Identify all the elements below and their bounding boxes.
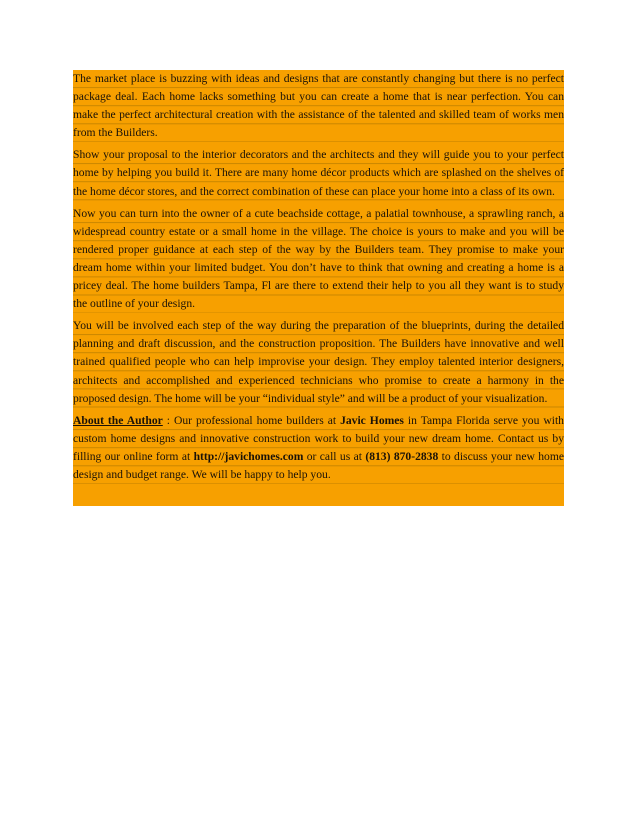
phone-number: (813) 870-2838 — [365, 449, 439, 463]
paragraph-proposal: Show your proposal to the interior decorators and the architects and they will guide you to your perfect home by helping you build it. There are many home décor products which are splashed on the shelves of the home décor stores, and the correct combination of these can place your home into a class of its own. — [73, 146, 564, 200]
paragraph-involvement: You will be involved each step of the way during the preparation of the blueprints, during the detailed planning and draft discussion, and the construction proposition. The Builders have innovative and well trained qualified people who can help improvise your design. They employ talented interior designers, architects and accomplished and experienced technicians who promise to create a harmony in the proposed design. The home will be your “individual style” and will be a product of your visualization. — [73, 317, 564, 407]
author-text-3: or call us at — [303, 449, 366, 463]
website-link[interactable]: http://javichomes.com — [193, 449, 304, 463]
highlighted-text-block — [73, 70, 564, 506]
paragraph-owner: Now you can turn into the owner of a cute beachside cottage, a palatial townhouse, a sprawling ranch, a widespread country estate or a small home in the village. The choice is yours to make and you will be rendered proper guidance at each step of the way by the Builders team. They promise to make your dream home within your limited budget. You don’t have to think that owning and creating a home is a pricey deal. The home builders Tampa, Fl are there to extend their help to you all they want is to study the outline of your design. — [73, 205, 564, 314]
author-text-1: : Our professional home builders at — [162, 413, 341, 427]
author-text-2: in Tampa Florida serve you with custom home designs and innovative construction work to build your new dream home. Contact us by filling our online form at — [73, 413, 564, 463]
paragraph-market-place: The market place is buzzing with ideas and designs that are constantly changing but there is no perfect package deal. Each home lacks something but you can create a home that is near perfection. You can make the perfect architectural creation with the assistance of the talented and skilled team of works men from the Builders. — [73, 70, 564, 142]
about-author-paragraph — [73, 412, 564, 484]
author-text-4: to discuss your new home design and budget range. We will be happy to help you. — [73, 449, 564, 481]
about-author-heading: About the Author — [73, 413, 163, 427]
company-name: Javic Homes — [340, 413, 404, 427]
